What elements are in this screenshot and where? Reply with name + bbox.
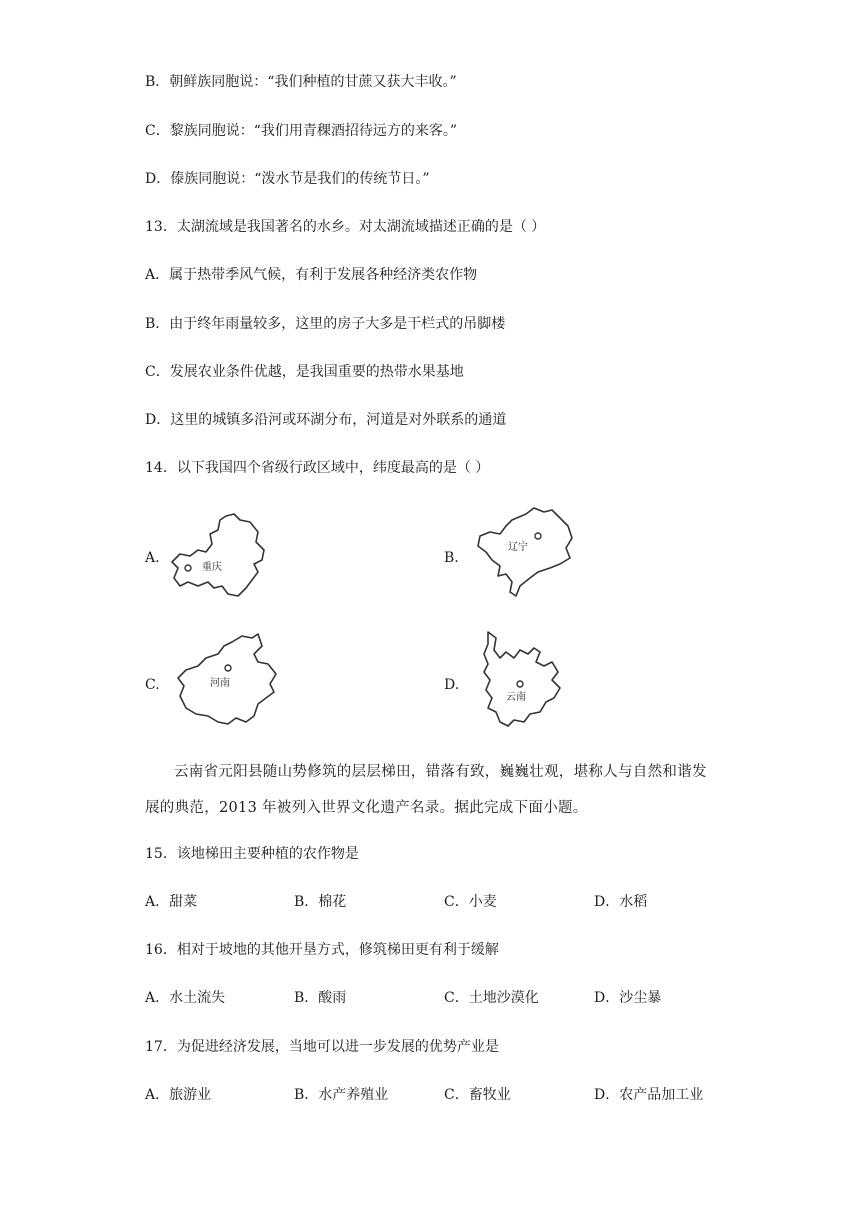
- q14-option-c-map-label: 河南: [210, 678, 230, 689]
- q14-option-b-letter: B.: [444, 550, 459, 566]
- q12-option-c: C．黎族同胞说：“我们用青稞酒招待远方的来客。”: [145, 123, 458, 139]
- reading-passage: [145, 754, 715, 826]
- q15-option-d: D．水稻: [594, 894, 648, 910]
- q17-option-b: B．水产养殖业: [294, 1087, 389, 1103]
- q13-option-c: C．发展农业条件优越，是我国重要的热带水果基地: [145, 364, 464, 380]
- q13-option-b: B．由于终年雨量较多，这里的房子大多是干栏式的吊脚楼: [145, 316, 506, 332]
- q16-option-a: A．水土流失: [145, 990, 226, 1006]
- q16-option-d: D．沙尘暴: [594, 990, 662, 1006]
- q13-option-a: A．属于热带季风气候，有利于发展各种经济类农作物: [145, 267, 478, 283]
- q14-option-c-map: [172, 632, 284, 730]
- q14-option-a-map: [168, 510, 278, 602]
- passage-line-2: 展的典范，2013 年被列入世界文化遗产名录。据此完成下面小题。: [145, 800, 588, 816]
- q17-stem: 17．为促进经济发展，当地可以进一步发展的优势产业是: [145, 1039, 499, 1055]
- q15-option-a: A．甜菜: [145, 894, 198, 910]
- q13-stem: 13．太湖流域是我国著名的水乡。对太湖流域描述正确的是（ ）: [145, 219, 546, 235]
- q15-option-c: C．小麦: [444, 894, 497, 910]
- q16-stem: 16．相对于坡地的其他开垦方式，修筑梯田更有利于缓解: [145, 942, 499, 958]
- q12-option-b: B．朝鲜族同胞说：“我们种植的甘蔗又获大丰收。”: [145, 74, 457, 90]
- q14-option-d-map-label: 云南: [506, 692, 526, 703]
- q14-stem: 14．以下我国四个省级行政区域中，纬度最高的是（ ）: [145, 460, 490, 476]
- q14-option-d-map: [474, 628, 564, 732]
- q14-option-a-letter: A.: [145, 550, 160, 566]
- q14-option-b-map: [472, 506, 578, 602]
- q13-option-d: D．这里的城镇多沿河或环湖分布，河道是对外联系的通道: [145, 412, 507, 428]
- q16-option-b: B．酸雨: [294, 990, 347, 1006]
- q16-option-c: C．土地沙漠化: [444, 990, 539, 1006]
- q14-option-b-map-label: 辽宁: [508, 542, 528, 553]
- q12-option-d: D．傣族同胞说：“泼水节是我们的传统节日。”: [145, 171, 430, 187]
- q15-option-b: B．棉花: [294, 894, 347, 910]
- q15-stem: 15．该地梯田主要种植的农作物是: [145, 846, 359, 862]
- q14-option-d-letter: D.: [444, 677, 460, 693]
- passage-line-1: [145, 754, 715, 790]
- q14-option-a-map-label: 重庆: [202, 562, 222, 573]
- q17-option-d: D．农产品加工业: [594, 1087, 704, 1103]
- q17-option-c: C．畜牧业: [444, 1087, 511, 1103]
- q14-option-c-letter: C.: [145, 677, 160, 693]
- passage-line-1-text: 云南省元阳县随山势修筑的层层梯田，错落有致，巍巍壮观，堪称人与自然和谐发: [174, 764, 707, 780]
- q17-option-a: A．旅游业: [145, 1087, 212, 1103]
